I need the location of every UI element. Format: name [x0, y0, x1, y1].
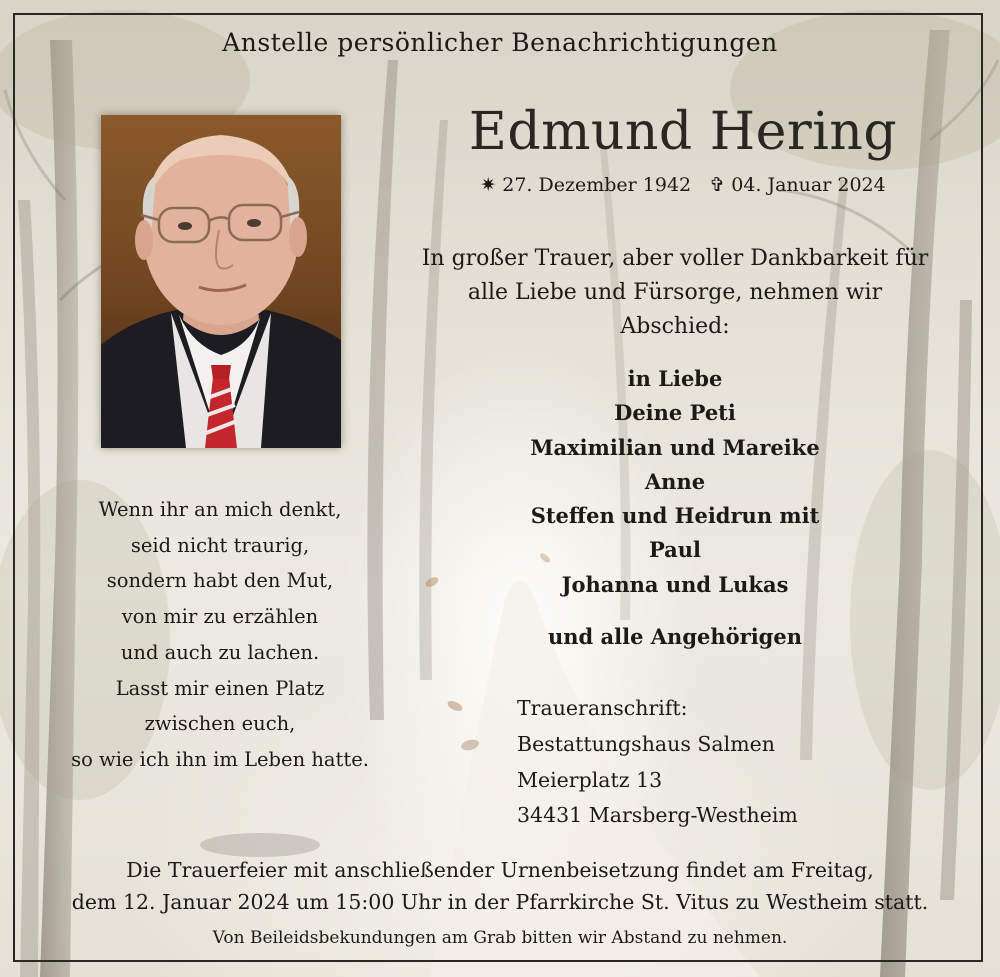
relatives-line: und alle Angehörigen — [548, 624, 802, 649]
family-line: Steffen und Heidrun mit — [530, 503, 820, 529]
header-notice: Anstelle persönlicher Benachrichtigungen — [222, 28, 778, 57]
family-list — [480, 362, 870, 602]
address-label: Traueranschrift: — [517, 696, 688, 720]
poem-line: zwischen euch, — [144, 712, 296, 736]
deceased-name: Edmund Hering — [468, 102, 898, 162]
family-line: Maximilian und Mareike — [530, 434, 820, 460]
address-city: 34431 Marsberg-Westheim — [517, 803, 798, 828]
mourning-address — [517, 691, 798, 834]
birth-star-icon: ✷ — [480, 174, 497, 196]
portrait-figure — [101, 115, 341, 448]
poem-line: so wie ich ihn im Leben hatte. — [71, 747, 369, 771]
family-line: Johanna und Lukas — [561, 571, 789, 597]
condolence-note: Von Beileidsbekundungen am Grab bitten wir Abstand zu nehmen. — [212, 928, 788, 948]
poem-line: und auch zu lachen. — [120, 640, 320, 664]
service-line-2: dem 12. Januar 2024 um 15:00 Uhr in der Pfarrkirche St. Vitus zu Westheim statt. — [71, 890, 929, 914]
intro-text: In großer Trauer, aber voller Dankbarkeit für alle Liebe und Fürsorge, nehmen wir Abschied: — [421, 246, 929, 339]
family-line: Deine Peti — [614, 400, 736, 426]
family-line: Anne — [644, 468, 706, 494]
death-date: 04. Januar 2024 — [731, 174, 886, 196]
address-street: Meierplatz 13 — [517, 767, 663, 792]
service-line-1: Die Trauerfeier mit anschließender Urnenbeisetzung findet am Freitag, — [126, 858, 874, 882]
address-company: Bestattungshaus Salmen — [517, 731, 775, 756]
service-announcement — [0, 854, 1000, 918]
poem-line: Lasst mir einen Platz — [115, 676, 325, 700]
family-line: Paul — [648, 537, 702, 563]
family-line: in Liebe — [627, 366, 723, 391]
poem — [30, 492, 410, 778]
birth-date: 27. Dezember 1942 — [502, 174, 692, 196]
poem-line: Wenn ihr an mich denkt, — [98, 498, 342, 521]
portrait-photo — [101, 115, 341, 448]
poem-line: seid nicht traurig, — [130, 533, 310, 557]
life-dates — [440, 174, 926, 196]
poem-line: von mir zu erzählen — [121, 605, 319, 629]
poem-line: sondern habt den Mut, — [106, 569, 334, 593]
death-cross-icon: ✞ — [709, 174, 726, 196]
